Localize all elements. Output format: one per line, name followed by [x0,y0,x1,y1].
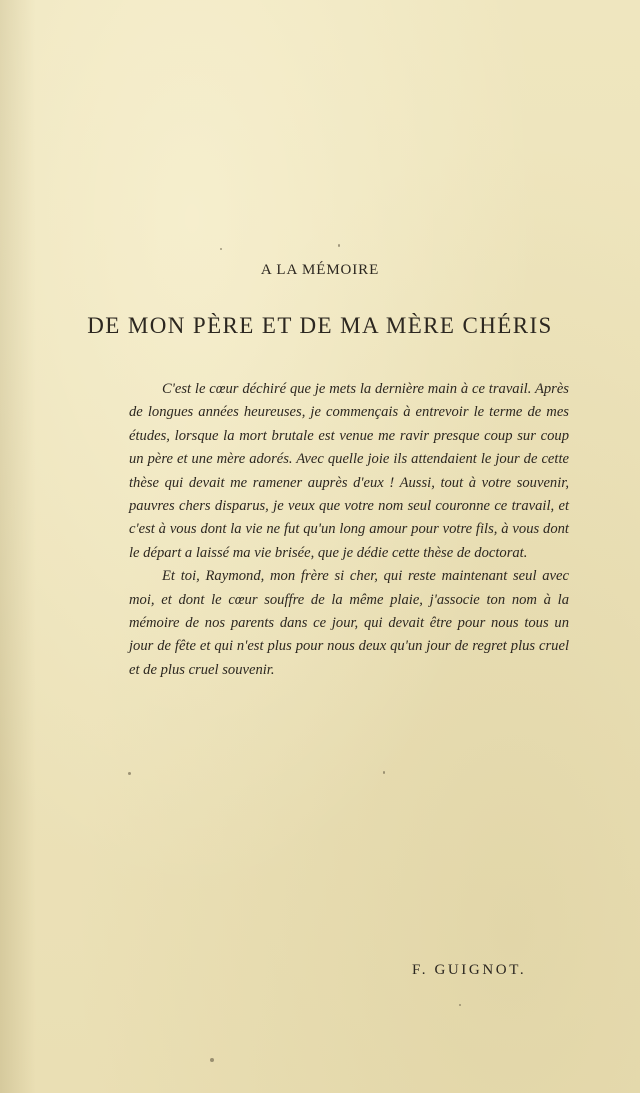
author-signature: F. GUIGNOT. [412,962,527,978]
paper-speck [128,772,131,775]
dedication-body [129,378,569,682]
dedication-heading-line1: A LA MÉMOIRE [260,262,380,278]
dedication-paragraph-1: C'est le cœur déchiré que je mets la dernière main à ce travail. Après de longues années heureuses, je commençais à entrevoir le terme de mes études, lorsque la mort brutale est venue me ravir presque coup sur coup un père et une mère adorés. Avec quelle joie ils attendaient le jour de cette thèse qui devait me ramener auprès d'eux ! Aussi, tout à votre souvenir, pauvres chers disparus, je veux que votre nom seul couronne ce travail, et c'est à vous dont la vie ne fut qu'un long amour pour votre fils, à vous dont le départ a laissé ma vie brisée, que je dédie cette thèse de doctorat. [129,381,569,561]
paper-speck [383,771,385,774]
paper-speck [338,244,340,247]
paper-speck [220,248,222,250]
dedication-heading-line2: DE MON PÈRE ET DE MA MÈRE CHÉRIS [87,313,553,338]
dedication-paragraph-2: Et toi, Raymond, mon frère si cher, qui reste maintenant seul avec moi, et dont le cœur souffre de la même plaie, j'associe ton nom à la mémoire de nos parents dans ce jour, qui devait être pour nous tous un jour de fête et qui n'est plus pour nous deux qu'un jour de regret plus cruel et de plus cruel souvenir. [129,568,569,678]
paper-speck [210,1058,214,1062]
paper-speck [459,1004,461,1006]
